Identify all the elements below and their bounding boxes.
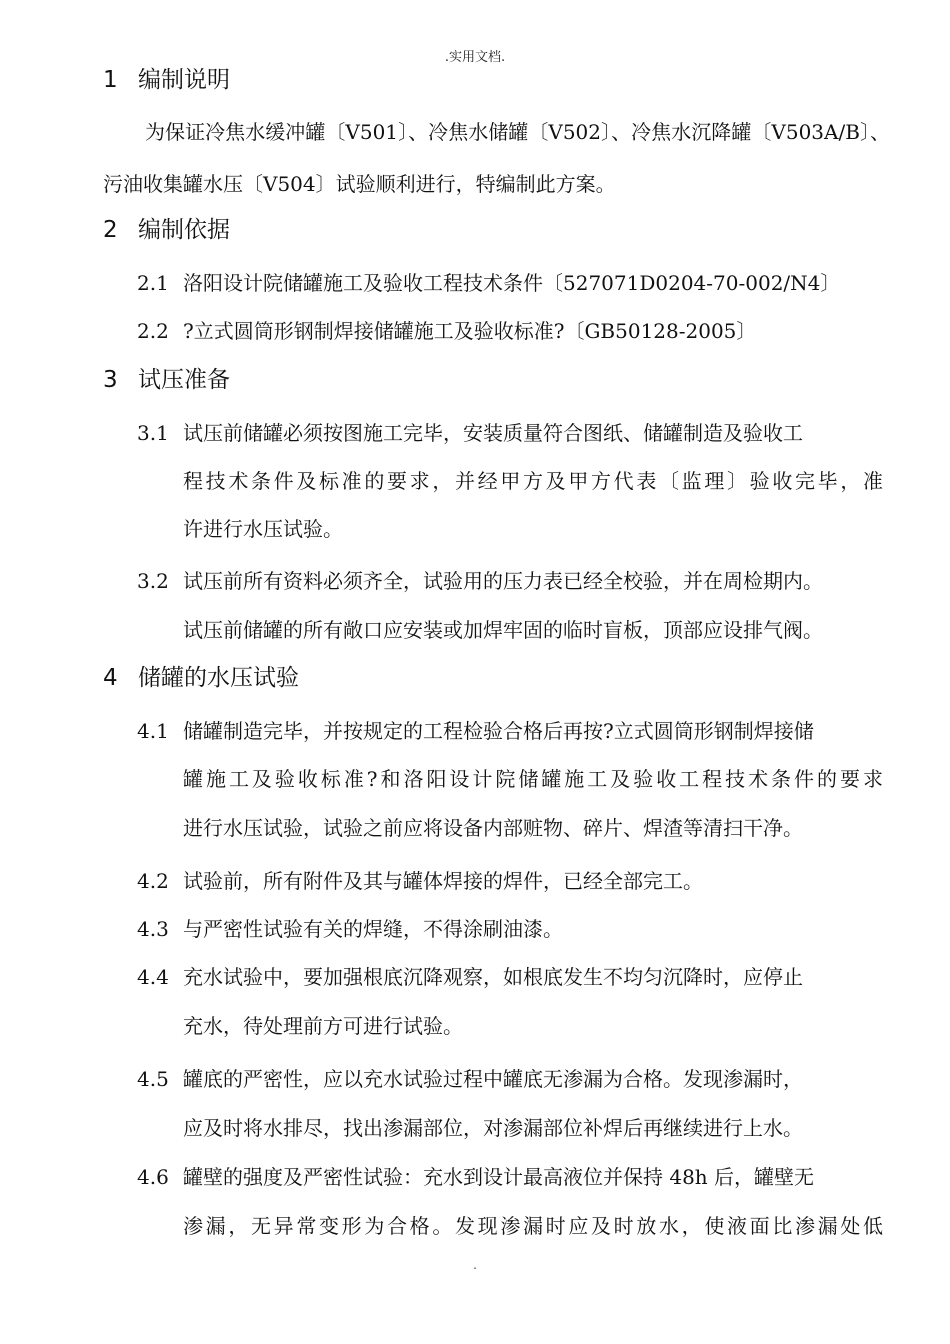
item-text: 与严密性试验有关的焊缝，不得涂刷油漆。 [183, 917, 563, 941]
item-continuation: 进行水压试验，试验之前应将设备内部赃物、碎片、焊渣等清扫干净。 [183, 816, 803, 840]
page-header: .实用文档. [444, 50, 506, 65]
item-text: 充水试验中，要加强根底沉降观察，如根底发生不均匀沉降时，应停止 [183, 965, 803, 989]
item-continuation: 渗漏，无异常变形为合格。发现渗漏时应及时放水，使液面比渗漏处低 [183, 1214, 883, 1238]
item-continuation: 许进行水压试验。 [183, 517, 343, 541]
page-footer: . [473, 1258, 477, 1272]
item-text: 罐底的严密性，应以充水试验过程中罐底无渗漏为合格。发现渗漏时， [183, 1067, 803, 1091]
section-number: 2 [103, 217, 118, 243]
paragraph-line: 污油收集罐水压〔V504〕试验顺利进行，特编制此方案。 [103, 172, 616, 196]
item-text: 储罐制造完毕，并按规定的工程检验合格后再按?立式圆筒形钢制焊接储 [183, 719, 814, 743]
list-item [137, 318, 756, 344]
item-number: 4.5 [137, 1067, 169, 1091]
item-continuation: 试压前储罐的所有敞口应安装或加焊牢固的临时盲板，顶部应设排气阀。 [183, 618, 823, 642]
list-item [137, 1066, 803, 1092]
item-text: 洛阳设计院储罐施工及验收工程技术条件〔527071D0204-70-002/N4〕 [183, 271, 841, 295]
item-number: 2.1 [137, 271, 169, 295]
item-number: 4.1 [137, 719, 169, 743]
item-continuation: 应及时将水排尽，找出渗漏部位，对渗漏部位补焊后再继续进行上水。 [183, 1116, 803, 1140]
section-heading-3 [103, 366, 230, 394]
list-item [137, 1164, 814, 1190]
item-text: 试压前储罐必须按图施工完毕，安装质量符合图纸、储罐制造及验收工 [183, 421, 803, 445]
item-text: ?立式圆筒形钢制焊接储罐施工及验收标准?〔GB50128-2005〕 [183, 319, 757, 343]
list-item [137, 964, 803, 990]
item-text: 试压前所有资料必须齐全，试验用的压力表已经全校验，并在周检期内。 [183, 569, 823, 593]
list-item [137, 270, 840, 296]
item-number: 2.2 [137, 319, 169, 343]
list-item [137, 916, 563, 942]
item-number: 4.6 [137, 1165, 169, 1189]
item-number: 4.4 [137, 965, 169, 989]
section-number: 4 [103, 665, 118, 691]
section-number: 1 [103, 67, 118, 93]
section-heading-2 [103, 216, 230, 244]
item-continuation: 充水，待处理前方可进行试验。 [183, 1014, 463, 1038]
item-number: 4.3 [137, 917, 169, 941]
paragraph-line: 为保证冷焦水缓冲罐〔V501〕、冷焦水储罐〔V502〕、冷焦水沉降罐〔V503A/B〕、 [145, 120, 890, 144]
list-item [137, 568, 823, 594]
item-number: 3.1 [137, 421, 169, 445]
item-continuation: 程技术条件及标准的要求，并经甲方及甲方代表〔监理〕验收完毕，准 [183, 469, 883, 493]
section-number: 3 [103, 367, 118, 393]
item-text: 罐壁的强度及严密性试验：充水到设计最高液位并保持 48h 后，罐壁无 [183, 1165, 815, 1189]
list-item [137, 868, 703, 894]
section-title: 编制说明 [138, 67, 230, 93]
section-heading-1 [103, 66, 230, 94]
item-continuation: 罐施工及验收标准?和洛阳设计院储罐施工及验收工程技术条件的要求 [183, 767, 883, 791]
item-number: 4.2 [137, 869, 169, 893]
section-title: 储罐的水压试验 [138, 665, 299, 691]
item-number: 3.2 [137, 569, 169, 593]
section-heading-4 [103, 664, 299, 692]
section-title: 编制依据 [138, 217, 230, 243]
list-item [137, 718, 814, 744]
item-text: 试验前，所有附件及其与罐体焊接的焊件，已经全部完工。 [183, 869, 703, 893]
section-title: 试压准备 [138, 367, 230, 393]
list-item [137, 420, 803, 446]
